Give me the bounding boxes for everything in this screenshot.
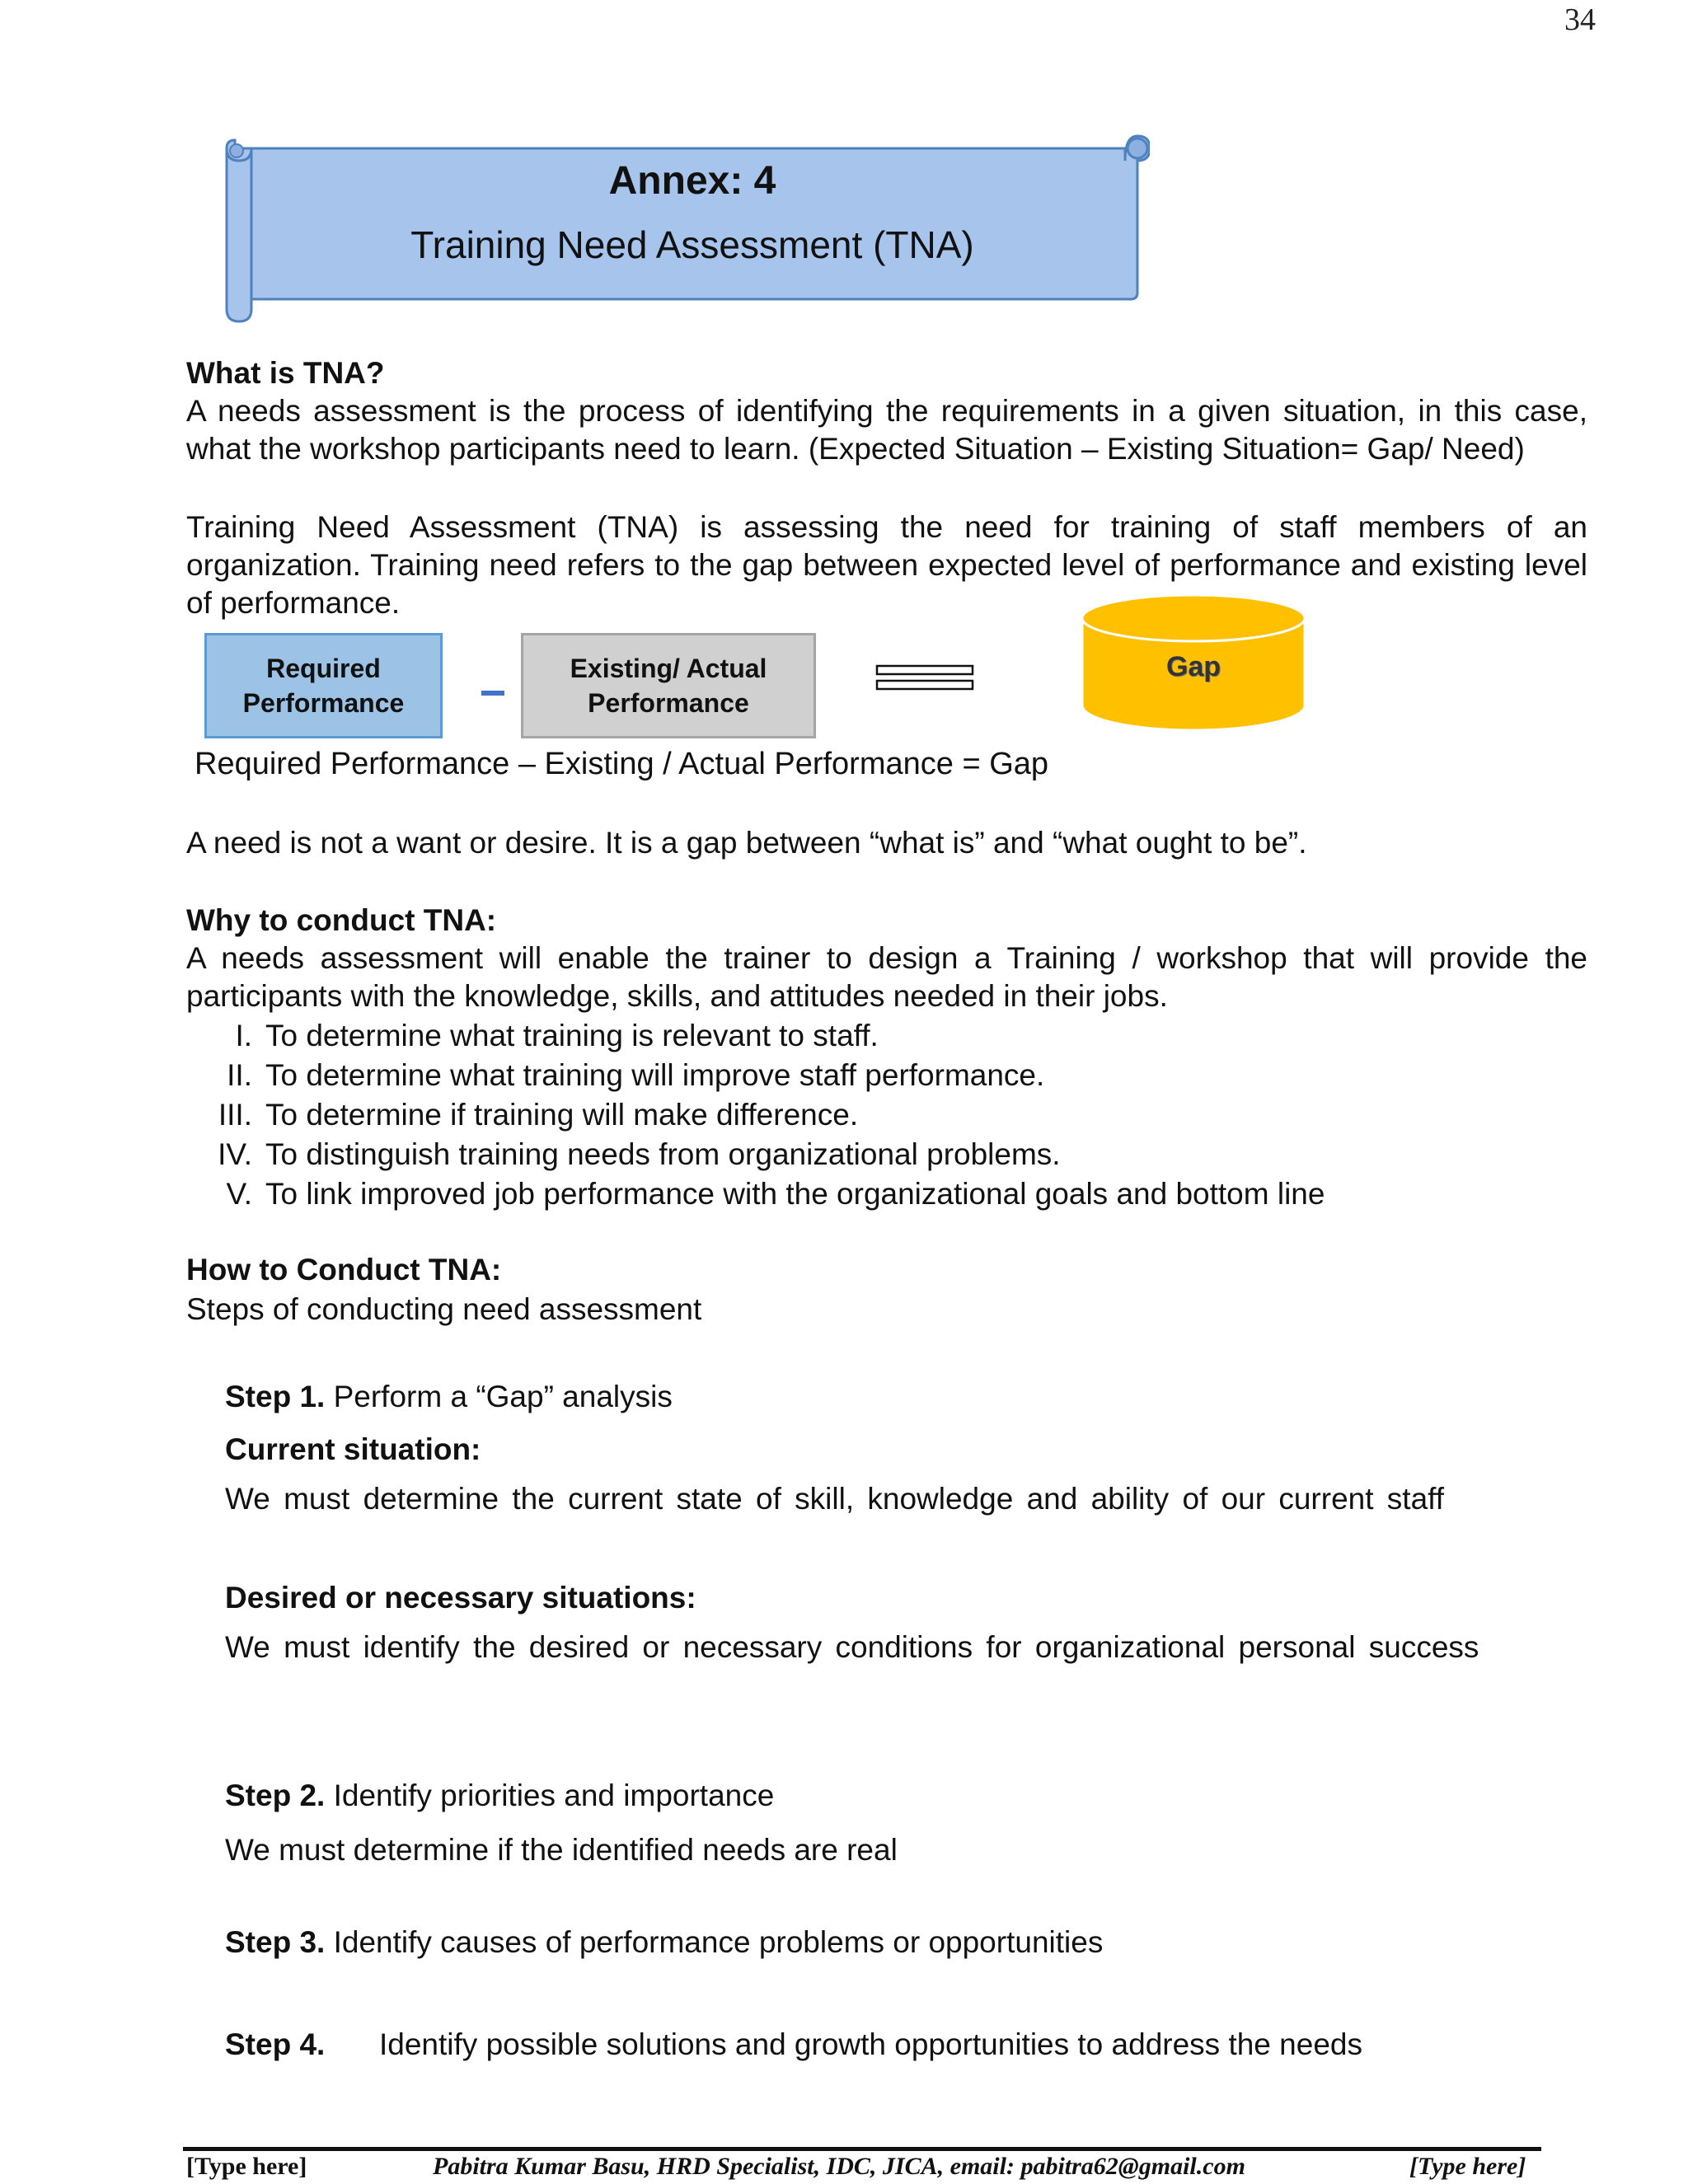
list-item: V. To link improved job performance with the organizational goals and bottom line <box>226 1177 1325 1211</box>
what-is-tna-para-1: A needs assessment is the process of identifying the requirements in a given situation, in this case, what the workshop participants need to learn. (Expected Situation – Existing Situation= Gap/ Need) <box>186 394 1587 466</box>
list-item: IV. To distinguish training needs from organizational problems. <box>218 1137 1061 1171</box>
footer-right: [Type here] <box>1409 2153 1526 2180</box>
banner-title: Annex: 4 <box>608 159 776 203</box>
what-is-tna-heading: What is TNA? <box>186 356 385 390</box>
how-heading: How to Conduct TNA: <box>186 1253 502 1286</box>
desired-situation-text: We must identify the desired or necessary conditions for organizational personal success <box>225 1630 1479 1664</box>
equals-sign <box>875 664 974 692</box>
current-situation-text: We must determine the current state of skill, knowledge and ability of our current staff <box>225 1482 1445 1516</box>
existing-performance-box <box>521 633 816 738</box>
need-statement: A need is not a want or desire. It is a gap between “what is” and “what ought to be”. <box>186 826 1307 860</box>
list-item: II. To determine what training will improve staff performance. <box>227 1058 1045 1092</box>
required-line-2: Performance <box>242 688 405 718</box>
list-item: I. To determine what training is relevant to staff. <box>235 1019 879 1052</box>
current-situation-heading: Current situation: <box>225 1432 481 1466</box>
step-2: Step 2. Identify priorities and importance <box>225 1779 775 1812</box>
gap-formula: Required Performance – Existing / Actual Performance = Gap <box>195 747 1049 781</box>
footer-rule <box>183 2147 1541 2151</box>
desired-situation-heading: Desired or necessary situations: <box>225 1581 696 1615</box>
banner-subtitle: Training Need Assessment (TNA) <box>410 223 974 266</box>
list-item: III. To determine if training will make difference. <box>218 1098 859 1132</box>
step-2-detail: We must determine if the identified needs are real <box>225 1833 898 1867</box>
what-is-tna-para-2: Training Need Assessment (TNA) is assessing the need for training of staff members of an organization. Training need refers to the gap between expected level of performance and existing level of performance. <box>186 510 1587 620</box>
why-heading: Why to conduct TNA: <box>186 903 497 937</box>
step-4: Step 4. <box>225 2027 326 2061</box>
step-3: Step 3. Identify causes of performance problems or opportunities <box>225 1925 1104 1959</box>
existing-line-2: Performance <box>588 688 749 718</box>
existing-line-1: Existing/ Actual <box>570 654 767 683</box>
minus-sign <box>481 691 504 696</box>
why-list <box>186 1019 1587 1216</box>
footer-center: Pabitra Kumar Basu, HRD Specialist, IDC, JICA, email: pabitra62@gmail.com <box>433 2153 1245 2180</box>
step-1: Step 1. Perform a “Gap” analysis <box>225 1380 673 1413</box>
why-para: A needs assessment will enable the trainer to design a Training / workshop that will provide the participants with the knowledge, skills, and attitudes needed in their jobs. <box>186 941 1587 1013</box>
gap-label: Gap <box>1165 651 1221 682</box>
required-line-1: Required <box>266 654 381 683</box>
how-intro: Steps of conducting need assessment <box>186 1292 702 1326</box>
step-4-text: Identify possible solutions and growth opportunities to address the needs <box>379 2027 1362 2061</box>
page-number: 34 <box>1564 2 1596 37</box>
footer-left: [Type here] <box>186 2153 307 2180</box>
required-performance-box <box>204 633 443 738</box>
